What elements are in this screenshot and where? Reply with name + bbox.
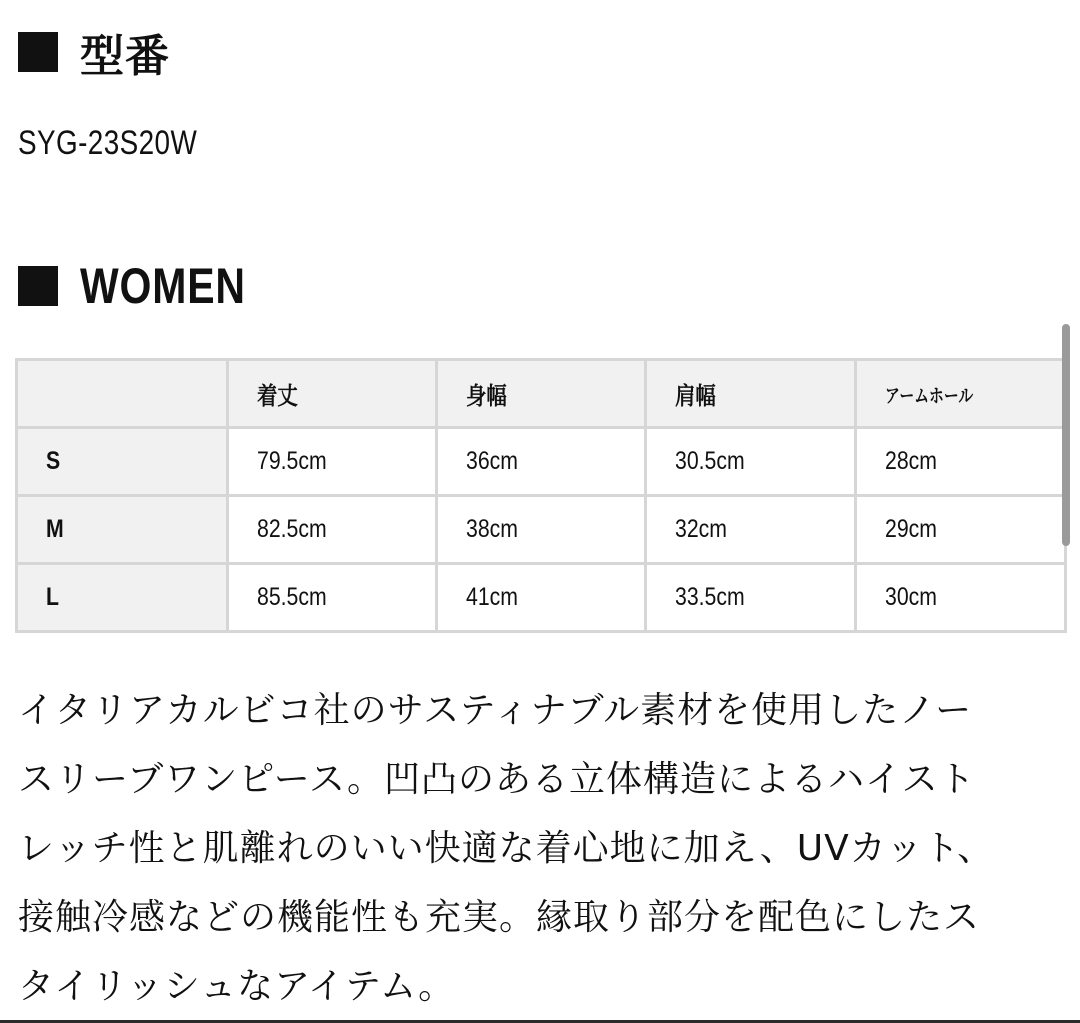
size-label-cell: L xyxy=(17,564,228,632)
description-line: スリーブワンピース。凹凸のある立体構造によるハイスト xyxy=(18,759,976,800)
table-cell: 30.5cm xyxy=(646,428,856,496)
table-cell: 79.5cm xyxy=(228,428,437,496)
table-cell: 30cm xyxy=(856,564,1066,632)
table-header-cell: 着丈 xyxy=(228,360,437,428)
description-line: 接触冷感などの機能性も充実。縁取り部分を配色にしたス xyxy=(18,897,981,938)
table-cell: 28cm xyxy=(856,428,1066,496)
table-scrollbar[interactable] xyxy=(1062,324,1070,546)
size-table xyxy=(15,358,1067,633)
size-label-cell: M xyxy=(17,496,228,564)
table-header-cell xyxy=(17,360,228,428)
table-cell: 36cm xyxy=(437,428,646,496)
table-header-cell: アームホール xyxy=(856,360,1066,428)
table-cell: 85.5cm xyxy=(228,564,437,632)
description-line: イタリアカルビコ社のサスティナブル素材を使用したノー xyxy=(18,690,973,731)
women-heading xyxy=(18,258,282,314)
size-label-cell: S xyxy=(17,428,228,496)
table-cell: 33.5cm xyxy=(646,564,856,632)
model-number: SYG-23S20W xyxy=(18,124,198,162)
product-description xyxy=(18,676,1068,1021)
table-header-cell: 身幅 xyxy=(437,360,646,428)
square-bullet-icon xyxy=(18,266,58,306)
table-cell: 38cm xyxy=(437,496,646,564)
description-line: タイリッシュなアイテム。 xyxy=(18,966,456,1007)
table-cell: 29cm xyxy=(856,496,1066,564)
description-line: レッチ性と肌離れのいい快適な着心地に加え、UVカット、 xyxy=(18,828,995,869)
women-heading-label: WOMEN xyxy=(80,258,246,314)
table-header-row xyxy=(17,360,1066,428)
table-cell: 82.5cm xyxy=(228,496,437,564)
table-cell: 41cm xyxy=(437,564,646,632)
table-cell: 32cm xyxy=(646,496,856,564)
model-heading-label: 型番 xyxy=(80,31,170,82)
table-row xyxy=(17,496,1066,564)
table-row xyxy=(17,428,1066,496)
model-heading xyxy=(18,26,170,82)
table-row xyxy=(17,564,1066,632)
square-bullet-icon xyxy=(18,32,58,72)
table-header-cell: 肩幅 xyxy=(646,360,856,428)
